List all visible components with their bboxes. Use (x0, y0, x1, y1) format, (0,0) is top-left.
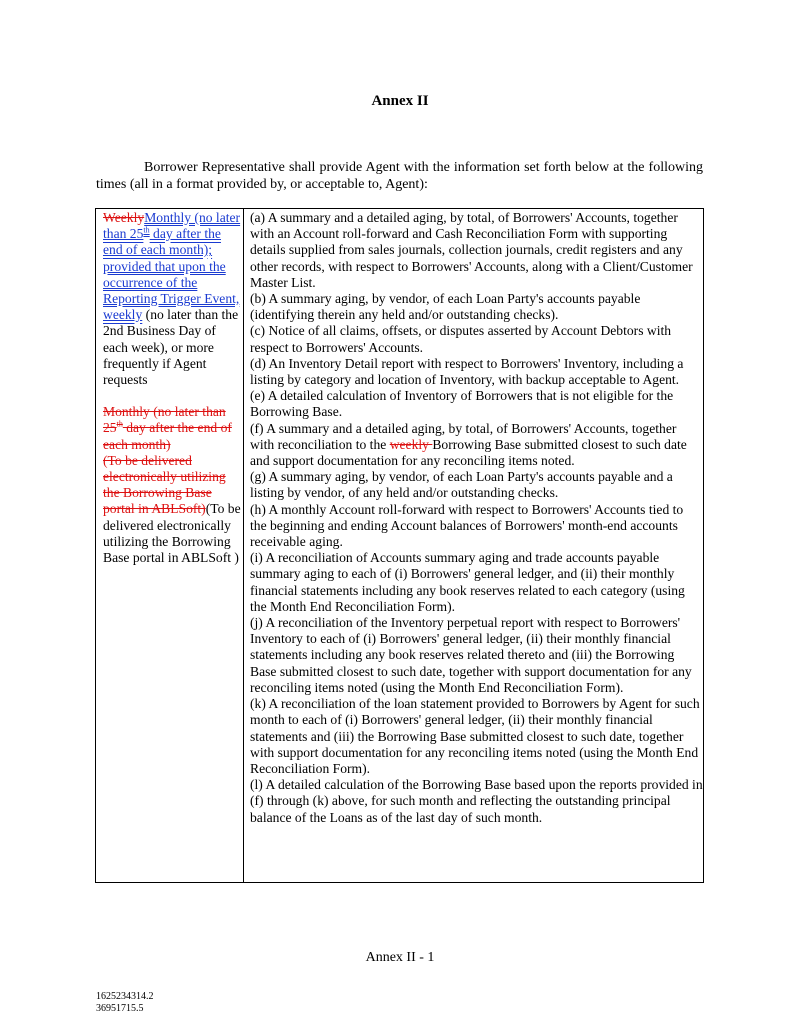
item-f-text: Borrowing Base submitted closest to such date and support documentation for any reconciling items noted. (250, 436, 687, 469)
document-ids (96, 991, 154, 1015)
deleted-text: (To be delivered electronically utilizing the Borrowing Base portal in ABLSoft) (103, 452, 226, 517)
page-footer: Annex II - 1 (365, 950, 435, 965)
annex-title: Annex II (371, 93, 429, 109)
inserted-text: day after the end of each month); provided that upon the occurrence of the Reporting Trigger Event, weekly (103, 226, 240, 323)
deleted-text: weekly (389, 436, 433, 452)
deleted-text: Monthly (no later than 25 (103, 404, 226, 436)
doc-id: 1625234314.2 (96, 991, 154, 1002)
spacer (103, 388, 243, 404)
item-b: (b) A summary aging, by vendor, of each Loan Party's accounts payable (identifying therein any held and/or outstanding checks). (250, 291, 641, 323)
item-e: (e) A detailed calculation of Inventory of Borrowers that is not eligible for the Borrowing Base. (250, 388, 674, 420)
item-a: (a) A summary and a detailed aging, by total, of Borrowers' Accounts, together with an Account roll-forward and Cash Reconciliation Form with supporting details supplied from sales journals, collection journals, credit registers and any other records, with respect to Borrowers' Accounts, along with a Client/Customer Master List. (250, 210, 693, 290)
timing-text: (no later than the 2nd Business Day of each week), or more frequently if Agent requests (103, 307, 239, 388)
timing-block-1 (103, 210, 243, 388)
inserted-superscript: th (143, 225, 150, 235)
timing-column (96, 209, 244, 882)
intro-text: Borrower Representative shall provide Agent with the information set forth below at the following times (all in a format provided by, or acceptable to, Agent): (96, 160, 703, 192)
intro-paragraph (96, 159, 703, 193)
item-f-text: (f) A summary and a detailed aging, by total, of Borrowers' Accounts, together with reconciliation to the (250, 420, 677, 452)
item-f (250, 421, 703, 470)
item-j: (j) A reconciliation of the Inventory perpetual report with respect to Borrowers' Inventory to each of (i) Borrowers' general ledger, (ii) their monthly financial statements including any book reserves related thereto and (iii) the Borrowing Base submitted closest to such date, together with support documentation for any reconciling items noted (using the Month End Reconciliation Form). (250, 615, 692, 695)
inserted-text: Monthly (no later than 25 (103, 210, 241, 242)
reporting-schedule-table (95, 208, 704, 883)
timing-block-2 (103, 404, 243, 566)
deleted-text: Weekly (103, 210, 145, 225)
item-l: (l) A detailed calculation of the Borrowing Base based upon the reports provided in (f) through (k) above, for such month and reflecting the outstanding principal balance of the Loans as of the last day of such month. (250, 777, 703, 825)
item-g: (g) A summary aging, by vendor, of each Loan Party's accounts payable and a listing by vendor, of any held and/or outstanding checks. (250, 469, 673, 501)
item-h: (h) A monthly Account roll-forward with respect to Borrowers' Accounts tied to the beginning and ending Account balances of Borrowers' month-end accounts receivable aging. (250, 501, 684, 550)
item-c: (c) Notice of all claims, offsets, or disputes asserted by Account Debtors with respect to Borrowers' Accounts. (250, 323, 672, 355)
deleted-text: day after the end of each month) (103, 420, 232, 452)
requirements-column (244, 209, 703, 882)
deleted-superscript: th (116, 419, 123, 429)
item-k: (k) A reconciliation of the loan statement provided to Borrowers by Agent for such month to each of (i) Borrowers' general ledger, (ii) their monthly financial statements and (iii) the Borrowing Base submitted closest to such date, together with support documentation for any reconciling items noted (using the Month End Reconciliation Form). (250, 696, 700, 776)
item-d: (d) An Inventory Detail report with respect to Borrowers' Inventory, including a listing by category and location of Inventory, with backup acceptable to Agent. (250, 355, 684, 388)
timing-text: (To be delivered electronically utilizing the Borrowing Base portal in ABLSoft ) (103, 501, 241, 566)
doc-id: 36951715.5 (96, 1003, 144, 1014)
item-i: (i) A reconciliation of Accounts summary aging and trade accounts payable summary aging to each of (i) Borrowers' general ledger, and (ii) their monthly financial statements including any book reserves related to each category (using the Month End Reconciliation Form). (250, 550, 685, 614)
